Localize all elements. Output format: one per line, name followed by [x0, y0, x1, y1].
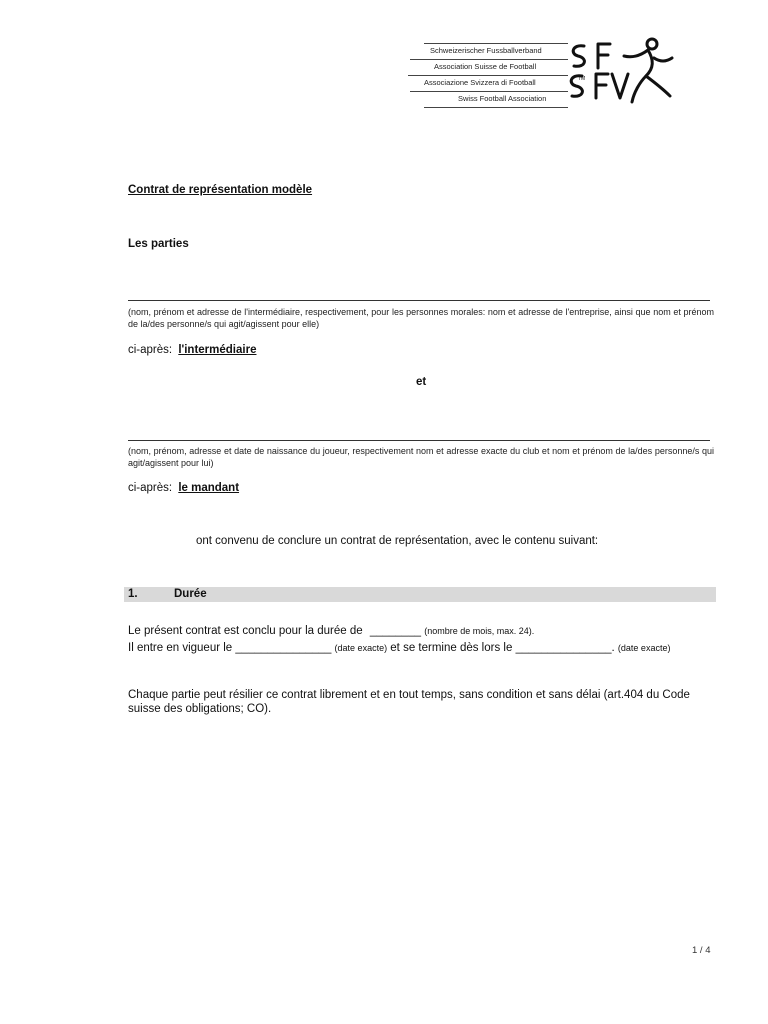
end-hint: (date exacte): [617, 643, 671, 653]
start-hint: (date exacte): [334, 643, 388, 653]
intermediary-designation: [128, 344, 256, 356]
duration-text: Le présent contrat est conclu pour la durée de: [128, 625, 363, 637]
org-name-it: Associazione Svizzera di Football: [424, 78, 536, 87]
parties-heading: Les parties: [128, 238, 189, 250]
sfv-logo: [562, 36, 682, 108]
duration-blank: ________: [369, 625, 421, 637]
duration-clause: [128, 624, 714, 638]
org-name-fr: Association Suisse de Football: [434, 62, 537, 71]
player-signature-line: [128, 440, 710, 441]
divider: [408, 75, 568, 76]
svg-text:TM: TM: [578, 76, 586, 82]
duration-hint: (nombre de mois, max. 24).: [424, 626, 535, 636]
divider: [410, 91, 568, 92]
sfv-logo-mark: [562, 36, 682, 108]
start-blank: _______________: [235, 642, 332, 654]
document-title: Contrat de représentation modèle: [128, 184, 313, 196]
intermediary-signature-line: [128, 300, 710, 301]
section-number: 1.: [128, 588, 138, 600]
divider: [410, 59, 568, 60]
page-number: 1 / 4: [692, 945, 711, 956]
conjunction: et: [416, 376, 427, 388]
intermediary-role: l'intermédiaire: [178, 344, 257, 356]
divider: [424, 107, 568, 108]
designation-label: ci-après:: [128, 482, 173, 494]
org-name-de: Schweizerischer Fussballverband: [430, 46, 542, 55]
end-blank: _______________.: [515, 642, 615, 654]
intermediary-note: (nom, prénom et adresse de l'intermédiaire, respectivement, pour les personnes morales: nom et adresse de l'entreprise, ainsi que nom et prénom de la/des personne/s qui agit/agissent pour elle): [128, 307, 714, 329]
end-text: et se termine dès lors le: [390, 642, 513, 654]
start-text: Il entre en vigueur le: [128, 642, 233, 654]
divider: [424, 43, 568, 44]
section-title: Durée: [174, 588, 207, 600]
player-note: (nom, prénom, adresse et date de naissance du joueur, respectivement nom et adresse exacte du club et nom et prénom de la/des personne/s qui agit/agissent pour lui): [128, 446, 714, 468]
section-header: [124, 587, 716, 602]
principal-designation: [128, 482, 239, 494]
org-name-en: Swiss Football Association: [458, 94, 547, 103]
designation-label: ci-après:: [128, 344, 173, 356]
principal-role: le mandant: [178, 482, 240, 494]
termination-clause: Chaque partie peut résilier ce contrat librement et en tout temps, sans condition et sans délai (art.404 du Code suisse des obligations; CO).: [128, 689, 690, 715]
agreement-statement: ont convenu de conclure un contrat de représentation, avec le contenu suivant:: [196, 535, 599, 547]
validity-clause: [128, 641, 714, 655]
